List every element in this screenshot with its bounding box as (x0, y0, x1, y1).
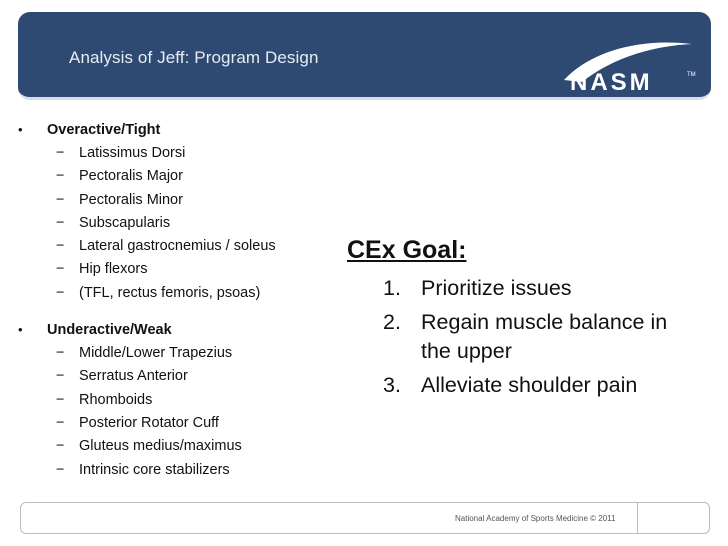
goal-text: Prioritize issues (421, 276, 572, 300)
dash: − (56, 191, 65, 208)
nasm-logo-text: NASM (570, 69, 653, 96)
list-item: − Intrinsic core stabilizers (56, 461, 230, 478)
dash: − (56, 438, 65, 455)
dash: − (56, 461, 65, 478)
dash: − (56, 414, 65, 431)
dash: − (56, 145, 65, 161)
overactive-group (18, 120, 338, 306)
goal-list (347, 274, 707, 400)
muscle-lists (18, 120, 338, 497)
goal-item (347, 371, 707, 400)
dash: − (56, 284, 65, 301)
dash: − (56, 368, 65, 385)
list-item: − Pectoralis Major (56, 168, 183, 185)
trademark-mark: TM (687, 72, 696, 78)
list-item: − Pectoralis Minor (56, 191, 183, 208)
slide-header (18, 12, 711, 100)
group-title-underactive: Underactive/Weak (47, 322, 172, 339)
goal-item (347, 308, 707, 366)
goal-item (347, 274, 707, 303)
dash: − (56, 345, 65, 362)
list-item: − Posterior Rotator Cuff (56, 414, 219, 431)
list-item: − Subscapularis (56, 214, 171, 231)
list-item: − (TFL, rectus femoris, psoas) (56, 284, 261, 301)
list-item: − Middle/Lower Trapezius (56, 345, 233, 362)
dash: − (56, 391, 65, 408)
dash: − (56, 168, 65, 185)
goal-number: 3. (383, 373, 401, 397)
list-item: − Lateral gastrocnemius / soleus (56, 238, 276, 255)
list-item: − Hip flexors (56, 261, 148, 278)
list-item: − Gluteus medius/maximus (56, 438, 242, 455)
dash: − (56, 261, 65, 278)
dash: − (56, 238, 65, 255)
group-title-overactive: Overactive/Tight (47, 122, 161, 138)
list-item: − Serratus Anterior (56, 368, 188, 385)
slide-title: Analysis of Jeff: Program Design (69, 48, 319, 67)
bullet: • (18, 322, 23, 338)
goal-title: CEx Goal: (347, 236, 467, 264)
dash: − (56, 214, 65, 231)
bullet: • (18, 122, 23, 137)
goal-text: Alleviate shoulder pain (421, 373, 638, 397)
goal-number: 1. (383, 276, 401, 300)
slide-footer (20, 502, 710, 534)
footer-copyright: National Academy of Sports Medicine © 2011 (455, 514, 616, 523)
footer-divider (637, 503, 638, 533)
goal-number: 2. (383, 310, 401, 334)
cex-goal-section (347, 234, 707, 405)
goal-text: Regain muscle balance in the upper (421, 310, 668, 363)
list-item: − Rhomboids (56, 391, 153, 408)
nasm-logo (542, 30, 702, 96)
underactive-group (18, 320, 338, 483)
list-item: − Latissimus Dorsi (56, 145, 186, 161)
